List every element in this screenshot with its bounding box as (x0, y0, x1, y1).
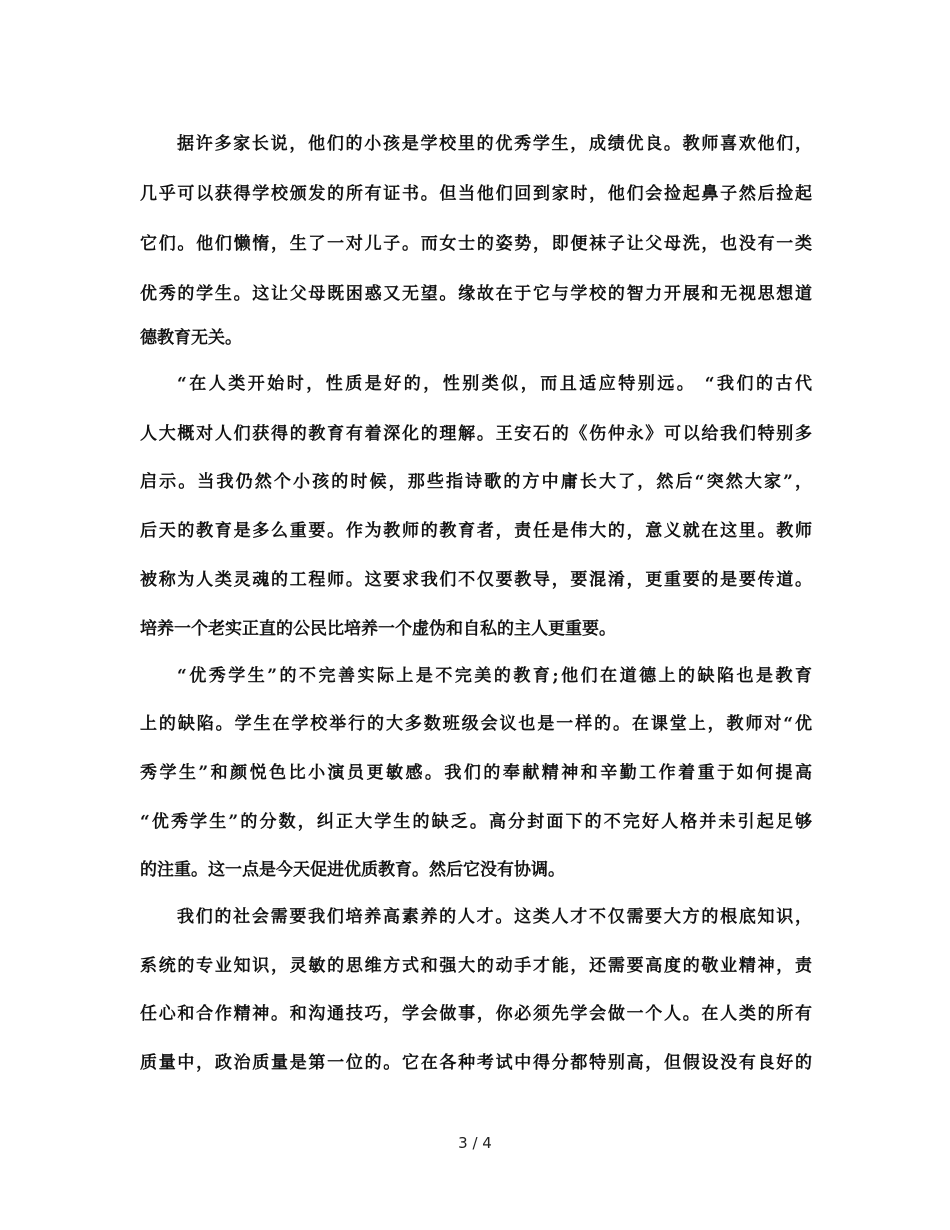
paragraph-3-line-3: 秀学生”和颜悦色比小演员更敏感。我们的奉献精神和辛勤工作着重于如何提高 (140, 763, 812, 783)
paragraph-1-line-5: 德教育无关。 (140, 328, 242, 348)
paragraph-3-line-4: “优秀学生”的分数，纠正大学生的缺乏。高分封面下的不完好人格并未引起足够 (140, 812, 812, 832)
paragraph-3-line-2: 上的缺陷。学生在学校举行的大多数班级会议也是一样的。在课堂上，教师对“优 (140, 714, 812, 734)
paragraph-4-line-3: 任心和合作精神。和沟通技巧，学会做事，你必须先学会做一个人。在人类的所有 (140, 1004, 812, 1024)
page-number: 3 / 4 (458, 1134, 492, 1152)
paragraph-4-line-4: 质量中，政治质量是第一位的。它在各种考试中得分都特别高，但假设没有良好的 (140, 1053, 812, 1073)
paragraph-2-line-2: 人大概对人们获得的教育有着深化的理解。王安石的《伤仲永》可以给我们特别多 (140, 424, 812, 444)
paragraph-3-line-5: 的注重。这一点是今天促进优质教育。然后它没有协调。 (140, 860, 565, 880)
paragraph-2-line-3: 启示。当我仍然个小孩的时候，那些指诗歌的方中庸长大了，然后“突然大家”， (140, 472, 812, 492)
paragraph-1-line-2: 几乎可以获得学校颁发的所有证书。但当他们回到家时，他们会捡起鼻子然后捡起 (140, 184, 812, 204)
paragraph-1-line-1: 据许多家长说，他们的小孩是学校里的优秀学生，成绩优良。教师喜欢他们， (177, 134, 812, 154)
paragraph-1-line-3: 它们。他们懒惰，生了一对儿子。而女士的姿势，即便袜子让父母洗，也没有一类 (140, 234, 812, 254)
paragraph-2-line-6: 培养一个老实正直的公民比培养一个虚伪和自私的主人更重要。 (140, 619, 616, 639)
paragraph-4-line-2: 系统的专业知识，灵敏的思维方式和强大的动手才能，还需要高度的敬业精神，责 (140, 956, 812, 976)
paragraph-2-line-1: “在人类开始时，性质是好的，性别类似，而且适应特别远。 “我们的古代 (177, 374, 812, 394)
paragraph-3-line-1: “优秀学生”的不完善实际上是不完美的教育;他们在道德上的缺陷也是教育 (177, 666, 812, 686)
paragraph-4-line-1: 我们的社会需要我们培养高素养的人才。这类人才不仅需要大方的根底知识， (177, 907, 812, 927)
paragraph-1-line-4: 优秀的学生。这让父母既困惑又无望。缘故在于它与学校的智力开展和无视思想道 (140, 284, 812, 304)
paragraph-2-line-4: 后天的教育是多么重要。作为教师的教育者，责任是伟大的，意义就在这里。教师 (140, 521, 812, 541)
paragraph-2-line-5: 被称为人类灵魂的工程师。这要求我们不仅要教导，要混淆，更重要的是要传道。 (140, 570, 812, 590)
